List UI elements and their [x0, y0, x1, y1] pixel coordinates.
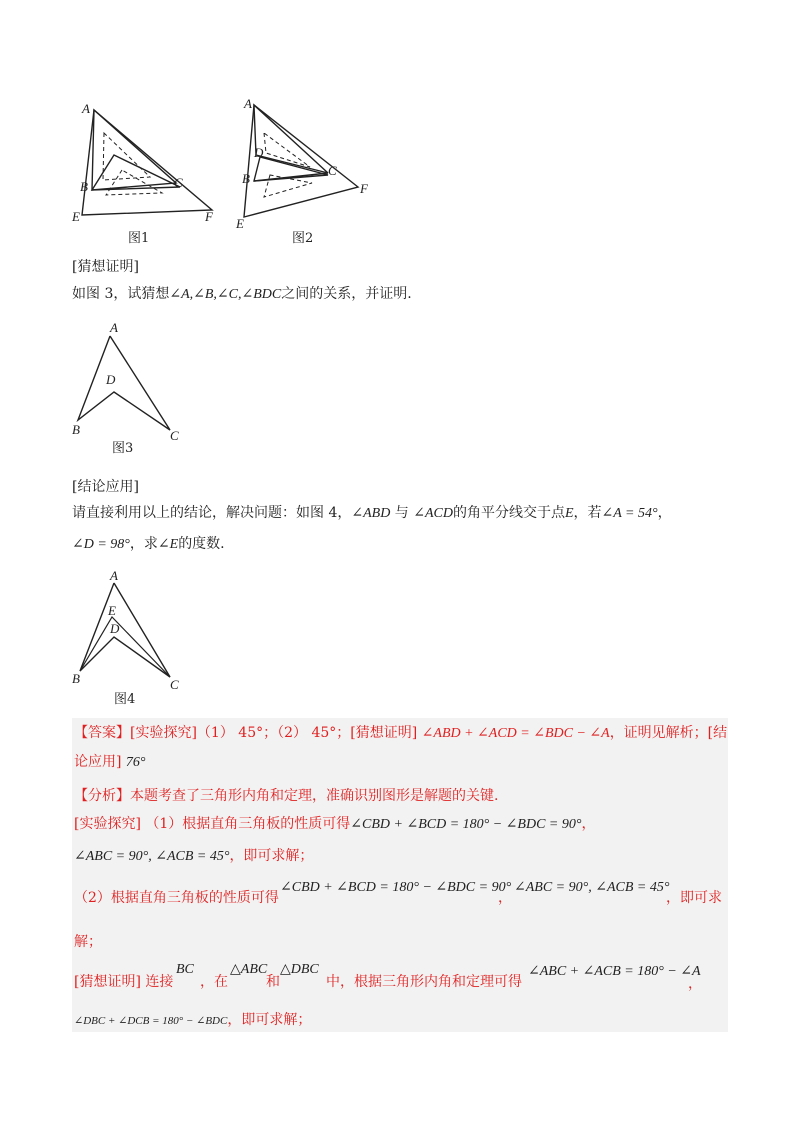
explore-1-comma: ，: [581, 816, 596, 832]
fig2-label-e: E: [236, 216, 244, 231]
explore-2-formula2: ∠ABC = 90°, ∠ACB = 45°: [514, 880, 670, 895]
figure-3: [70, 318, 190, 462]
explore-1-line1: [74, 814, 595, 835]
figure-2-drawing: [232, 95, 382, 245]
explore-1-formula: ∠CBD + ∠BCD = 180° − ∠BDC = 90°: [350, 817, 582, 832]
conjecture-heading: [猜想证明]: [72, 259, 139, 275]
proof-connect: [猜想证明] 连接: [74, 974, 174, 990]
app-l1-point-e: E: [564, 506, 574, 521]
answer-line1: [74, 723, 727, 744]
fig4-label-e: E: [108, 603, 116, 618]
app-l2-post: 的度数.: [178, 536, 225, 552]
answer-l2-text: 论应用]: [74, 754, 122, 770]
application-question-line2: [72, 534, 225, 555]
conjecture-proof-line1: [74, 972, 173, 992]
fig3-label-c: C: [170, 428, 179, 443]
proof-triangle-dbc: △DBC: [280, 962, 319, 977]
fig1-label-a: A: [82, 101, 90, 116]
proof-triangle-abc: △ABC: [230, 962, 268, 977]
analysis-line: 【分析】本题考查了三角形内角和定理，准确识别图形是解题的关键.: [74, 788, 499, 804]
explore-1-line2: [74, 846, 313, 867]
conjecture-question: [72, 284, 412, 305]
answer-l1-text: 【答案】[实验探究]（1） 45°；（2） 45°；[猜想证明]: [74, 725, 418, 741]
fig1-label-e: E: [72, 209, 80, 224]
proof-theorem: 中，根据三角形内角和定理可得: [326, 974, 522, 990]
fig3-label-a: A: [110, 320, 118, 335]
explore-1-text: [实验探究] （1）根据直角三角板的性质可得: [74, 816, 351, 832]
explore-2-formula1: ∠CBD + ∠BCD = 180° − ∠BDC = 90°: [280, 880, 512, 895]
app-l1-end: ，: [657, 505, 672, 521]
conjecture-text-post: 之间的关系，并证明.: [281, 286, 412, 302]
fig4-label-c: C: [170, 677, 179, 692]
app-l1-angle-a: ∠A = 54°: [601, 506, 658, 521]
fig1-caption: 图1: [128, 231, 150, 245]
figure-2: [232, 95, 382, 249]
app-l2-angle-e: ∠E: [157, 537, 179, 552]
app-l1-angle-abd: ∠ABD: [351, 506, 391, 521]
fig2-label-f: F: [360, 181, 368, 196]
fig2-label-c: C: [328, 163, 337, 178]
fig1-label-b: B: [80, 179, 88, 194]
proof-comma: ，: [688, 976, 702, 992]
application-heading: [结论应用]: [72, 479, 139, 495]
figure-4-drawing: [70, 565, 190, 710]
fig1-label-c: C: [174, 175, 183, 190]
app-l1-if: ，若: [573, 505, 602, 521]
application-question-line1: [72, 503, 672, 524]
app-l2-find: ，求: [129, 536, 158, 552]
conjecture-proof-line2: [74, 1010, 311, 1031]
app-l2-angle-d: ∠D = 98°: [72, 537, 130, 552]
fig3-label-b: B: [72, 422, 80, 437]
figure-3-drawing: [70, 318, 190, 458]
proof-bc: BC: [176, 962, 194, 977]
explore-2-tail: ，即可求: [666, 890, 722, 906]
conjecture-math: ∠A,∠B,∠C,∠BDC: [169, 287, 282, 302]
fig4-label-d: D: [110, 621, 120, 636]
answer-l2-value: 76°: [125, 755, 146, 770]
fig4-label-a: A: [110, 568, 118, 583]
proof-formula1: ∠ABC + ∠ACB = 180° − ∠A: [528, 964, 701, 979]
answer-l1-formula: ∠ABD + ∠ACD = ∠BDC − ∠A: [421, 726, 610, 741]
explore-1-formula2: ∠ABC = 90°, ∠ACB = 45°: [74, 849, 230, 864]
explore-2-comma1: ，: [498, 890, 512, 906]
figure-1-drawing: [70, 95, 230, 245]
answer-line2: [74, 752, 146, 773]
explore-2-text: （2）根据直角三角板的性质可得: [74, 890, 279, 906]
proof-in: ，在: [200, 974, 228, 990]
explore-2-line1: [74, 888, 279, 908]
fig2-label-b: B: [242, 171, 250, 186]
fig3-caption: 图3: [112, 441, 134, 456]
fig1-label-f: F: [205, 209, 213, 224]
fig2-label-d: D: [254, 145, 264, 160]
fig3-label-d: D: [106, 372, 116, 387]
conjecture-text-pre: 如图 3，试猜想: [72, 286, 170, 302]
explore-1-tail: ，即可求解；: [229, 848, 314, 864]
figure-4: [70, 565, 190, 714]
app-l1-text: 请直接利用以上的结论，解决问题：如图 4，: [72, 505, 352, 521]
fig2-caption: 图2: [292, 231, 314, 245]
proof-and: 和: [266, 974, 280, 990]
fig4-label-b: B: [72, 671, 80, 686]
proof-tail: ，即可求解；: [227, 1012, 312, 1028]
fig2-label-a: A: [244, 96, 252, 111]
explore-2-line2: 解；: [74, 934, 102, 950]
fig4-caption: 图4: [114, 692, 136, 707]
app-l1-bisector: 的角平分线交于点: [452, 505, 565, 521]
proof-formula2: ∠DBC + ∠DCB = 180° − ∠BDC: [74, 1015, 228, 1027]
figure-1: [70, 95, 230, 249]
app-l1-angle-acd: ∠ACD: [413, 506, 453, 521]
answer-l1-tail: ，证明见解析；[结: [609, 725, 728, 741]
app-l1-and: 与: [394, 505, 409, 521]
